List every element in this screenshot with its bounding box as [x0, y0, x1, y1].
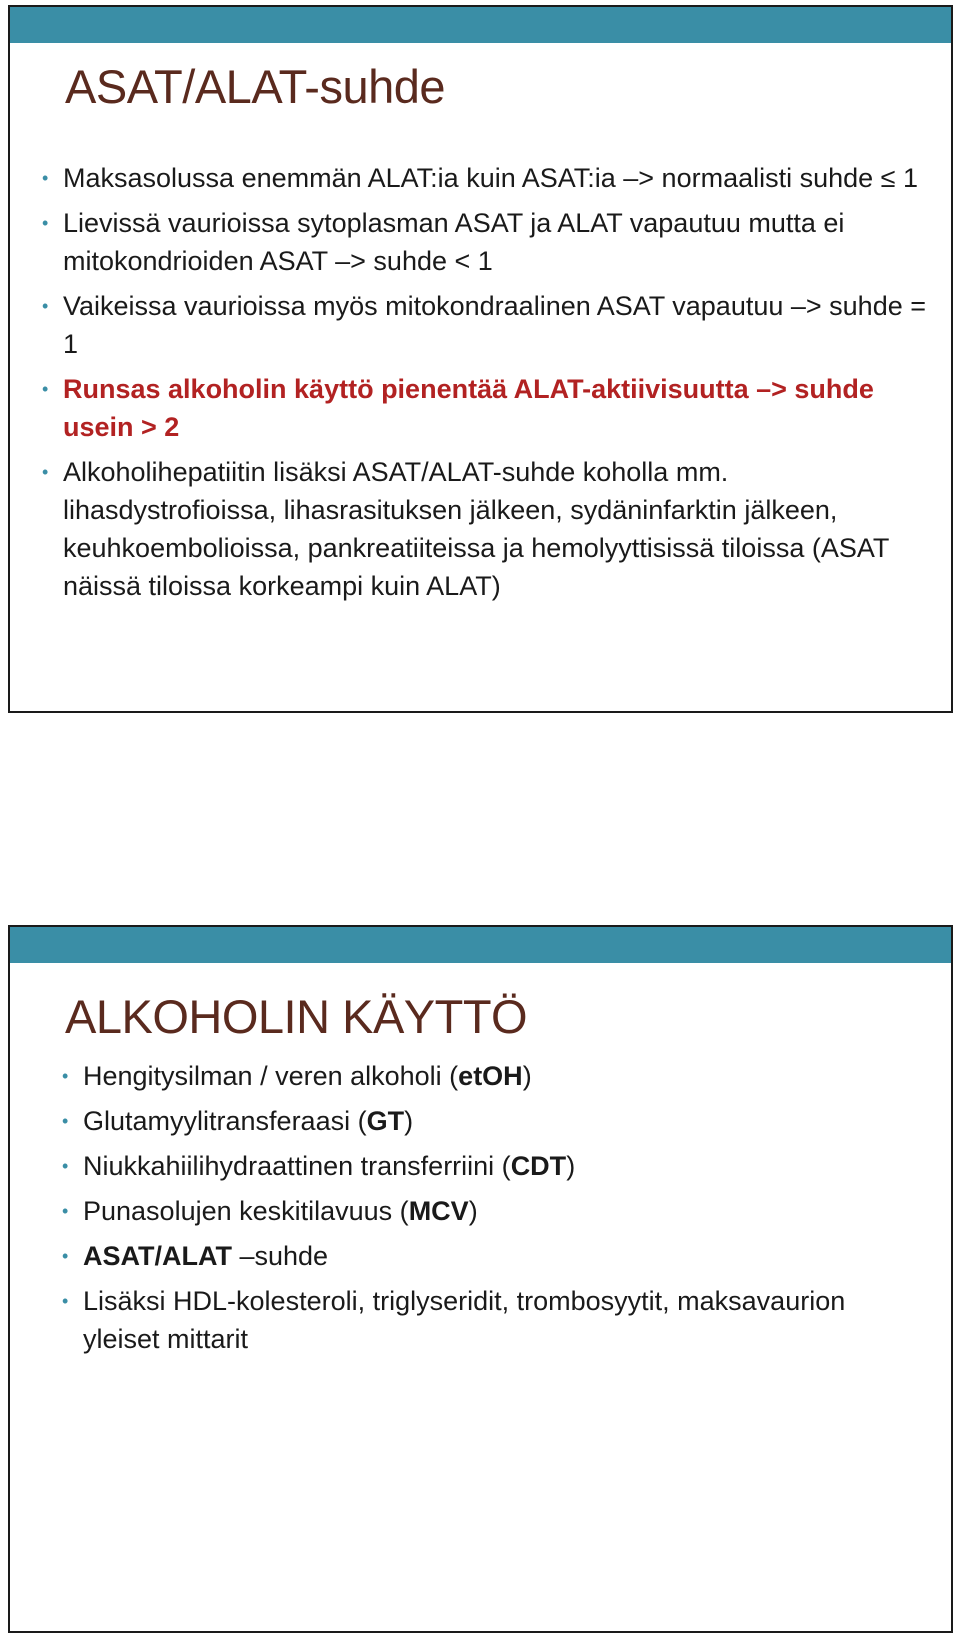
bullet-dot-icon: • [42, 379, 49, 399]
bullet-text: Hengitysilman / veren alkoholi ( [83, 1061, 459, 1091]
bullet-abbreviation: etOH [458, 1061, 523, 1091]
bullet-text-end: ) [468, 1196, 478, 1226]
bullet-text: Lisäksi HDL-kolesteroli, triglyseridit, trombosyytit, maksavaurion yleiset mittarit [83, 1286, 846, 1354]
bullet-item [58, 1282, 928, 1358]
bullet-text-end: ) [522, 1061, 532, 1091]
bullet-dot-icon: • [42, 213, 49, 233]
bullet-text: Glutamyylitransferaasi ( [83, 1106, 367, 1136]
slide-alkoholin-kaytto [8, 925, 953, 1633]
slide-asat-alat [8, 5, 953, 713]
bullet-item [58, 1192, 928, 1230]
bullet-dot-icon: • [62, 1291, 69, 1311]
bullet-item [38, 159, 928, 197]
bullet-item [38, 204, 928, 280]
bullet-item [58, 1102, 928, 1140]
bullet-dot-icon: • [62, 1201, 69, 1221]
slide-title: ASAT/ALAT-suhde [65, 60, 445, 113]
bullet-text: Niukkahiilihydraattinen transferriini ( [83, 1151, 511, 1181]
bullet-dot-icon: • [42, 296, 49, 316]
bullet-text: Alkoholihepatiitin lisäksi ASAT/ALAT-suhde koholla mm. lihasdystrofioissa, lihasrasituksen jälkeen, sydäninfarktin jälkeen, keuhkoembolioissa, pankreatiiteissa ja hemolyyttisissä tiloissa (ASAT näissä tiloissa korkeampi kuin ALAT) [63, 457, 889, 601]
bullet-item [58, 1147, 928, 1185]
bullet-item [38, 453, 928, 605]
bullet-dot-icon: • [42, 168, 49, 188]
bullet-item [58, 1237, 928, 1275]
bullet-item-emphasis [38, 370, 928, 446]
bullet-text-end: –suhde [231, 1241, 329, 1271]
bullet-text: Lievissä vaurioissa sytoplasman ASAT ja ALAT vapautuu mutta ei mitokondrioiden ASAT –> suhde < 1 [63, 208, 845, 276]
slide-header-bar [10, 7, 951, 43]
slide-header-bar [10, 927, 951, 963]
bullet-list [58, 1057, 928, 1365]
bullet-item [38, 287, 928, 363]
bullet-abbreviation: ASAT/ALAT [83, 1241, 232, 1271]
bullet-text-end: ) [404, 1106, 414, 1136]
bullet-dot-icon: • [62, 1111, 69, 1131]
bullet-dot-icon: • [62, 1066, 69, 1086]
bullet-dot-icon: • [42, 462, 49, 482]
bullet-text: Punasolujen keskitilavuus ( [83, 1196, 409, 1226]
bullet-abbreviation: MCV [408, 1196, 469, 1226]
bullet-dot-icon: • [62, 1246, 69, 1266]
bullet-item [58, 1057, 928, 1095]
bullet-text-end: ) [566, 1151, 576, 1181]
bullet-text: Maksasolussa enemmän ALAT:ia kuin ASAT:ia –> normaalisti suhde ≤ 1 [63, 163, 919, 193]
bullet-dot-icon: • [62, 1156, 69, 1176]
bullet-list [38, 159, 928, 612]
bullet-abbreviation: CDT [510, 1151, 567, 1181]
slide-title: ALKOHOLIN KÄYTTÖ [65, 990, 528, 1043]
bullet-abbreviation: GT [366, 1106, 405, 1136]
bullet-text: Runsas alkoholin käyttö pienentää ALAT-aktiivisuutta –> suhde usein > 2 [63, 374, 874, 442]
bullet-text: Vaikeissa vaurioissa myös mitokondraalinen ASAT vapautuu –> suhde = 1 [63, 291, 926, 359]
